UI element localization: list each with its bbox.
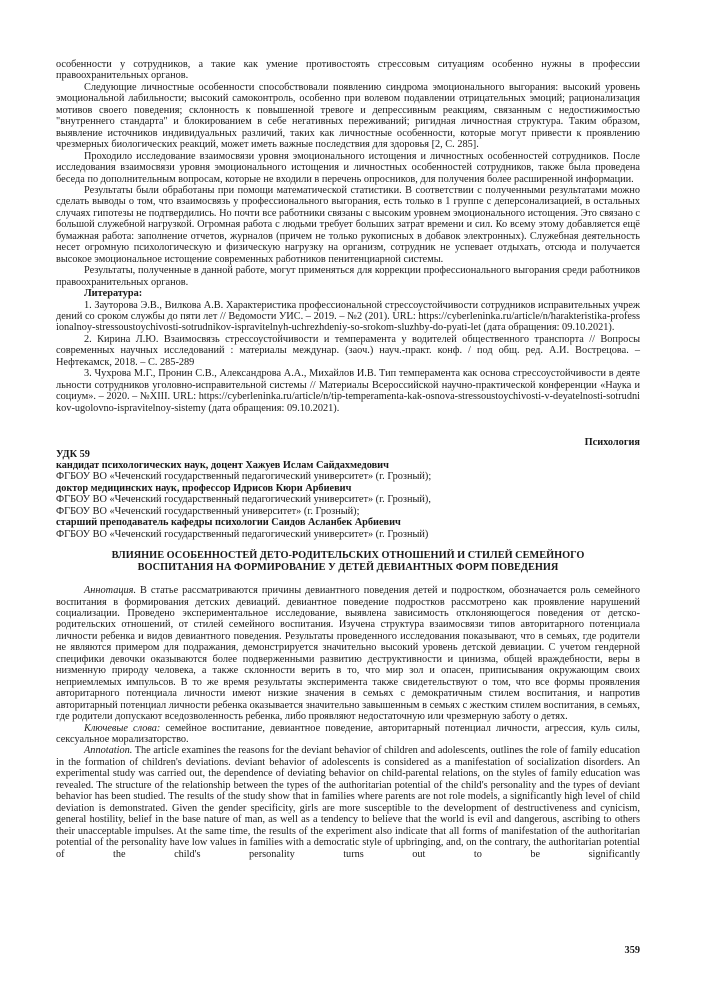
article-title-line: ВЛИЯНИЕ ОСОБЕННОСТЕЙ ДЕТО-РОДИТЕЛЬСКИХ ОТНОШЕНИЙ И СТИЛЕЙ СЕМЕЙНОГО: [111, 550, 585, 562]
page-number: 359: [624, 945, 640, 956]
keywords-text: семейное воспитание, девиантное поведение, авторитарный потенциал личности, агрессия, куль силы, сексуальное морализаторство.: [56, 722, 640, 746]
previous-article-ending: [56, 59, 640, 414]
udc-code: УДК 59: [56, 448, 90, 460]
body-paragraph: Проходило исследование взаимосвязи уровня эмоционального истощения и личностных особенностей сотрудников. После исследования взаимосвязи уровня эмоционального истощения и личностных особенностей сотрудников, также была проведена беседа по дополнительным вопросам, которые не входили в перечень опросников, для получения более расширенной информации.: [56, 150, 640, 185]
article-title-line: ВОСПИТАНИЯ НА ФОРМИРОВАНИЕ У ДЕТЕЙ ДЕВИАНТНЫХ ФОРМ ПОВЕДЕНИЯ: [137, 561, 559, 573]
references-heading: Литература:: [84, 288, 143, 300]
keywords-label: Ключевые слова:: [84, 722, 161, 734]
section-label: Психология: [584, 437, 640, 449]
author-affiliation: ФГБОУ ВО «Чеченский государственный педагогический университет» (г. Грозный);: [56, 471, 432, 483]
english-abstract-paragraph: [56, 745, 640, 860]
keywords-paragraph: [56, 723, 640, 746]
reference-item: 3. Чухрова М.Г., Пронин С.В., Александрова А.А., Михайлов И.В. Тип темперамента как основа стрессоустойчивости в деятельности сотрудников уголовно-исправительной системы // Материалы Всероссийской научно-практической конференции «Наука и социум». – 2020. – №XIII. URL: https://cyberleninka.ru/article/n/tip-temperamenta-kak-osnova-stressoustoychivosti-v-deyatelnosti-sotrudnikov-ugolovno-ispravitelnoy-sistemy (дата обращения: 09.10.2021).: [56, 368, 640, 414]
author-name: доктор медицинских наук, профессор Идрисов Кюри Арбиевич: [56, 482, 352, 494]
author-name: старший преподаватель кафедры психологии Саидов Асланбек Арбиевич: [56, 517, 401, 529]
body-paragraph: Результаты, полученные в данной работе, могут применяться для коррекции профессионального выгорания среди работников правоохранительных органов.: [56, 265, 640, 288]
author-block: [56, 517, 640, 540]
article-title: [56, 550, 640, 573]
author-block: [56, 483, 640, 517]
annotation-paragraph: [56, 585, 640, 722]
journal-page: [56, 59, 640, 860]
author-affiliation: ФГБОУ ВО «Чеченский государственный университет» (г. Грозный);: [56, 505, 360, 517]
reference-item: 2. Кирина Л.Ю. Взаимосвязь стрессоустойчивости и темперамента у водителей общественного транспорта // Вопросы современных научных исследований : материалы междунар. (заоч.) науч.-практ. конф. / под общ. ред. А.И. Вострецова. – Нефтекамск, 2018. – С. 285-289: [56, 333, 640, 368]
body-paragraph: Следующие личностные особенности способствовали появлению синдрома эмоционального выгорания: высокий уровень эмоциональной лабильности; высокий самоконтроль, особенно при волевом подавлении отрицательных эмоций; рационализация мотивов своего поведения; склонность к повышенной тревоге и депрессивным реакциям, связанным с недостижимостью "внутреннего стандарта" и блокированием в себе негативных переживаний; ригидная личностная структура. Таким образом, выявление источников индивидуальных различий, таких как личностные особенности, которые могут привести к проявлению чрезмерных биологических реакций, может иметь важные последствия для здоровья [2, С. 285].: [56, 81, 640, 151]
author-block: [56, 460, 640, 483]
author-affiliation: ФГБОУ ВО «Чеченский государственный педагогический университет» (г. Грозный),: [56, 494, 431, 506]
body-paragraph: особенности у сотрудников, а такие как умение противостоять стрессовым ситуациям особенно нужны в профессии правоохранительных органов.: [56, 59, 640, 82]
author-affiliation: ФГБОУ ВО «Чеченский государственный педагогический университет» (г. Грозный): [56, 528, 429, 540]
body-paragraph: Результаты были обработаны при помощи математической статистики. В соответствии с полученными результатами можно сделать выводы о том, что взаимосвязь у профессионального выгорания, есть только в 1 группе с деперсонализацией, в остальных случаях гипотезы не подтвердились. Но почти все работники связаны с высоким уровнем эмоционального истощения. Это связано с большой служебной нагрузкой. Огромная работа с людьми требует больших затрат времени и сил. Ко всему этому добавляется ещё бумажная работа: заполнение отчетов, журналов (причем не только рукописных в добавок электронных). Служебная деятельность несет огромную психологическую и физическую нагрузку на организм, сотрудник не успевает отдыхать, отсюда и получается высокое эмоциональное истощение современных работников пенитенциарной системы.: [56, 184, 640, 265]
abstract-label: Annotation.: [84, 745, 133, 757]
abstract-text: The article examines the reasons for the deviant behavior of children and adolescents, outlines the role of family education in the formation of children's deviations. deviant behavior of adolescents is considered as a manifestation of socialization disorders. An experimental study was carried out, the dependence of deviating behavior on child-parental relations, on the styles of family education was revealed. The structure of the relationship between the types of the authoritarian potential of the child's personality and the types of deviant behavior has been studied. The results of the study show that in families where parents are not role models, a significantly high level of child deviation is demonstrated. Given the gender specificity, girls are more susceptible to the development of destructiveness and cynicism, general hostility, belief in the base nature of man, as well as a tendency to believe that the world is evil and dangerous, ascribing to others their unacceptable impulses. At the same time, the results of the experiment also indicate that all forms of manifestation of the authoritarian potential of the personality have low values in families with a democratic style of upbringing, and, on the contrary, the authoritarian potential of the child's personality turns out to be significantly: [56, 745, 640, 860]
author-name: кандидат психологических наук, доцент Хажуев Ислам Сайдахмедович: [56, 459, 389, 471]
new-article: [56, 437, 640, 860]
annotation-text: В статье рассматриваются причины девиантного поведения детей и подростком, обозначается роль семейного воспитания в формирования детских девиаций. девиантное поведение подростков рассмотрено как проявление нарушений социализации. Проведено экспериментальное исследование, выявлена зависимость отклоняющегося поведения от детско-родительских отношений, от стилей семейного воспитания. Изучена структура взаимосвязи типов авторитарного потенциала личности ребенка и видов девиантного поведения. Результаты проведенного исследования показывают, что в семьях, где родители не являются примером для подражания, демонстрируется значительно высокий уровень детской девиации. С учетом гендерной специфики девочки оказываются более подверженными развитию деструктивности и цинизма, общей враждебности, веры в низменную природу человека, а также склонности верить в то, что мир зол и опасен, приписывания окружающим своих неприемлемых импульсов. В то же время результаты эксперимента также свидетельствуют о том, что все формы проявления авторитарного потенциала личности имеют низкие значения в семьях с демократичным стилем воспитания, и напротив авторитарный потенциал личности ребенка оказывается значительно завышенным в семьях с жестким стилем воспитания, в семьях, где родители допускают вседозволенность ребенка, либо проявляют недостаточную или чрезмерную заботу о детях.: [56, 585, 640, 723]
reference-item: 1. Зауторова Э.В., Вилкова А.В. Характеристика профессиональной стрессоустойчивости сотрудников исправительных учреждений со сроком службы до пяти лет // Ведомости УИС. – 2019. – №2 (201). URL: https://cyberleninka.ru/article/n/harakteristika-professionalnoy-stressoustoychivosti-sotrudnikov-ispravitelnyh-uchrezhdeniy-so-srokom-sluzhby-do-pyati-let (дата обращения: 09.10.2021).: [56, 299, 640, 334]
annotation-label: Аннотация.: [84, 585, 137, 597]
